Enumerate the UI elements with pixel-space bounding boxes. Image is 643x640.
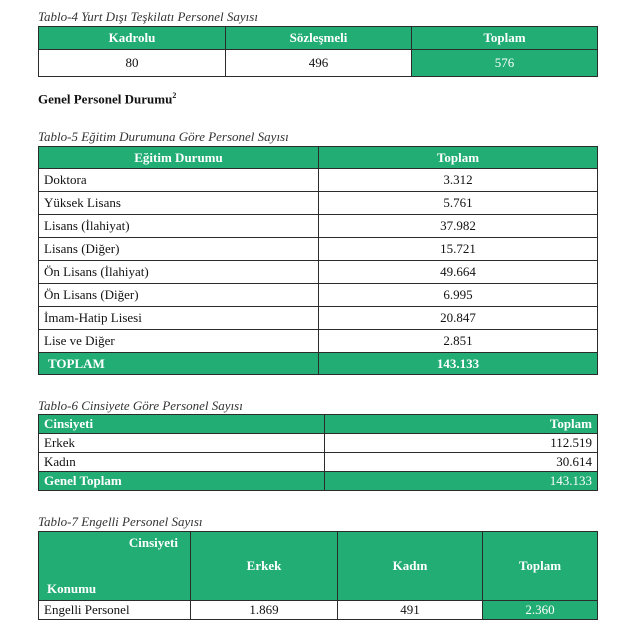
table4-value-sozlesmeli: 496: [226, 50, 412, 77]
row-label: İmam-Hatip Lisesi: [39, 307, 319, 330]
table6-header-cinsiyet: Cinsiyeti: [39, 415, 325, 434]
table7-header-erkek: Erkek: [191, 532, 338, 601]
table5-caption: Tablo-5 Eğitim Durumuna Göre Personel Sayısı: [38, 129, 289, 144]
table5-header-row: [39, 147, 598, 169]
table-row: [39, 330, 598, 353]
table5-total-label: TOPLAM: [39, 353, 319, 375]
table4-value-toplam: 576: [412, 50, 598, 77]
table7-row-label: Engelli Personel: [39, 601, 191, 620]
row-value: 20.847: [319, 307, 598, 330]
row-label: Lisans (İlahiyat): [39, 215, 319, 238]
table4-header-kadrolu: Kadrolu: [39, 27, 226, 50]
row-value: 49.664: [319, 261, 598, 284]
footnote-marker: 2: [172, 91, 177, 100]
table4-yurt-disi: [38, 26, 598, 77]
table4-data-row: [39, 50, 598, 77]
row-value: 112.519: [325, 434, 598, 453]
table-row: [39, 261, 598, 284]
table6-header-row: [39, 415, 598, 434]
row-value: 30.614: [325, 453, 598, 472]
table7-header-kadin: Kadın: [338, 532, 483, 601]
table7-caption: Tablo-7 Engelli Personel Sayısı: [38, 514, 203, 529]
row-label: Yüksek Lisans: [39, 192, 319, 215]
table5-header-egitim: Eğitim Durumu: [39, 147, 319, 169]
table4-header-toplam: Toplam: [412, 27, 598, 50]
table7-value-erkek: 1.869: [191, 601, 338, 620]
table6-total-value: 143.133: [325, 472, 598, 491]
table-row: [39, 453, 598, 472]
table-row: [39, 192, 598, 215]
table-row: [39, 215, 598, 238]
row-value: 37.982: [319, 215, 598, 238]
table-row: [39, 169, 598, 192]
table-row: [39, 238, 598, 261]
table4-header-row: [39, 27, 598, 50]
table5-total-row: [39, 353, 598, 375]
section-heading-text: Genel Personel Durumu: [38, 91, 173, 107]
row-value: 6.995: [319, 284, 598, 307]
section-heading: [38, 91, 176, 107]
row-value: 3.312: [319, 169, 598, 192]
table7-value-toplam: 2.360: [483, 601, 598, 620]
row-value: 5.761: [319, 192, 598, 215]
table5-egitim-durumu: [38, 146, 598, 375]
table6-caption: Tablo-6 Cinsiyete Göre Personel Sayısı: [38, 398, 243, 413]
table6-header-toplam: Toplam: [325, 415, 598, 434]
table7-value-kadin: 491: [338, 601, 483, 620]
table6-total-row: [39, 472, 598, 491]
row-label: Kadın: [39, 453, 325, 472]
table7-data-row: [39, 601, 598, 620]
table6-cinsiyet: [38, 414, 598, 491]
table7-corner-cell: [39, 532, 191, 601]
table7-engelli: [38, 531, 598, 620]
table7-corner-cinsiyeti: Cinsiyeti: [128, 535, 178, 550]
table-row: [39, 434, 598, 453]
table7-header-toplam: Toplam: [483, 532, 598, 601]
row-label: Lisans (Diğer): [39, 238, 319, 261]
row-value: 2.851: [319, 330, 598, 353]
table4-header-sozlesmeli: Sözleşmeli: [226, 27, 412, 50]
row-value: 15.721: [319, 238, 598, 261]
table5-header-toplam: Toplam: [319, 147, 598, 169]
table4-value-kadrolu: 80: [39, 50, 226, 77]
row-label: Ön Lisans (Diğer): [39, 284, 319, 307]
table7-corner-konumu: Konumu: [47, 581, 97, 596]
row-label: Lise ve Diğer: [39, 330, 319, 353]
table5-total-value: 143.133: [319, 353, 598, 375]
table4-caption: Tablo-4 Yurt Dışı Teşkilatı Personel Sayısı: [38, 9, 258, 24]
row-label: Ön Lisans (İlahiyat): [39, 261, 319, 284]
table6-total-label: Genel Toplam: [39, 472, 325, 491]
row-label: Doktora: [39, 169, 319, 192]
table-row: [39, 284, 598, 307]
table7-header-row: [39, 532, 598, 601]
row-label: Erkek: [39, 434, 325, 453]
table-row: [39, 307, 598, 330]
